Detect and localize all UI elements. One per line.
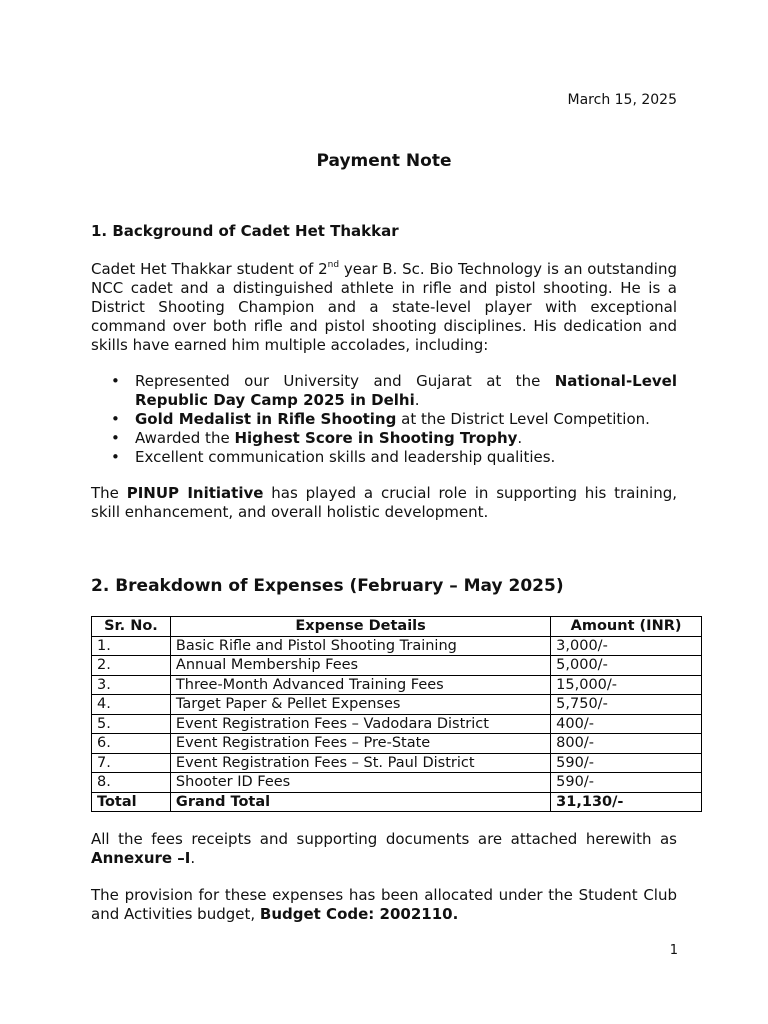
budget-paragraph: The provision for these expenses has been allocated under the Student Club and Activities budget, Budget Code: 2002110. (91, 886, 677, 923)
table-row: 8. Shooter ID Fees 590/- (92, 773, 702, 793)
table-row: 4. Target Paper & Pellet Expenses 5,750/- (92, 695, 702, 715)
letter-date: March 15, 2025 (567, 92, 677, 108)
header-amount: Amount (INR) (551, 617, 702, 637)
table-row: 2. Annual Membership Fees 5,000/- (92, 656, 702, 676)
pinup-paragraph: The PINUP Initiative has played a crucial role in supporting his training, skill enhancement, and overall holistic development. (91, 484, 678, 521)
page-number: 1 (669, 943, 678, 958)
section-heading-background: 1. Background of Cadet Het Thakkar (91, 222, 399, 240)
section-heading-expenses: 2. Breakdown of Expenses (February – May 2025) (91, 576, 564, 596)
table-row: 3. Three-Month Advanced Training Fees 15,000/- (92, 675, 702, 695)
background-text-start: Cadet Het Thakkar student of 2 (91, 260, 328, 278)
ordinal-superscript: nd (327, 260, 340, 270)
table-row: 1. Basic Rifle and Pistol Shooting Training 3,000/- (92, 636, 702, 656)
table-row: 6. Event Registration Fees – Pre-State 800/- (92, 734, 702, 754)
list-item: • Excellent communication skills and leadership qualities. (91, 448, 677, 467)
list-item: • Represented our University and Gujarat at the National-Level Republic Day Camp 2025 in Delhi. (91, 372, 677, 410)
table-total-row: Total Grand Total 31,130/- (92, 792, 702, 812)
accolades-list (91, 372, 677, 467)
background-paragraph (91, 260, 677, 355)
table-header-row (92, 617, 702, 637)
header-expense-details: Expense Details (170, 617, 550, 637)
background-text-rest: year B. Sc. Bio Technology is an outstanding NCC cadet and a distinguished athlete in rifle and pistol shooting. He is a District Shooting Champion and a state-level player with exceptional command over both rifle and pistol shooting disciplines. His dedication and skills have earned him multiple accolades, including: (91, 260, 677, 354)
annexure-paragraph: All the fees receipts and supporting documents are attached herewith as Annexure –I. (91, 830, 677, 867)
expense-table (91, 616, 702, 812)
table-row: 5. Event Registration Fees – Vadodara District 400/- (92, 714, 702, 734)
table-row: 7. Event Registration Fees – St. Paul District 590/- (92, 753, 702, 773)
header-sr-no: Sr. No. (92, 617, 171, 637)
page-title: Payment Note (316, 151, 452, 171)
list-item: • Gold Medalist in Rifle Shooting at the District Level Competition. (91, 410, 677, 429)
list-item: • Awarded the Highest Score in Shooting Trophy. (91, 429, 677, 448)
